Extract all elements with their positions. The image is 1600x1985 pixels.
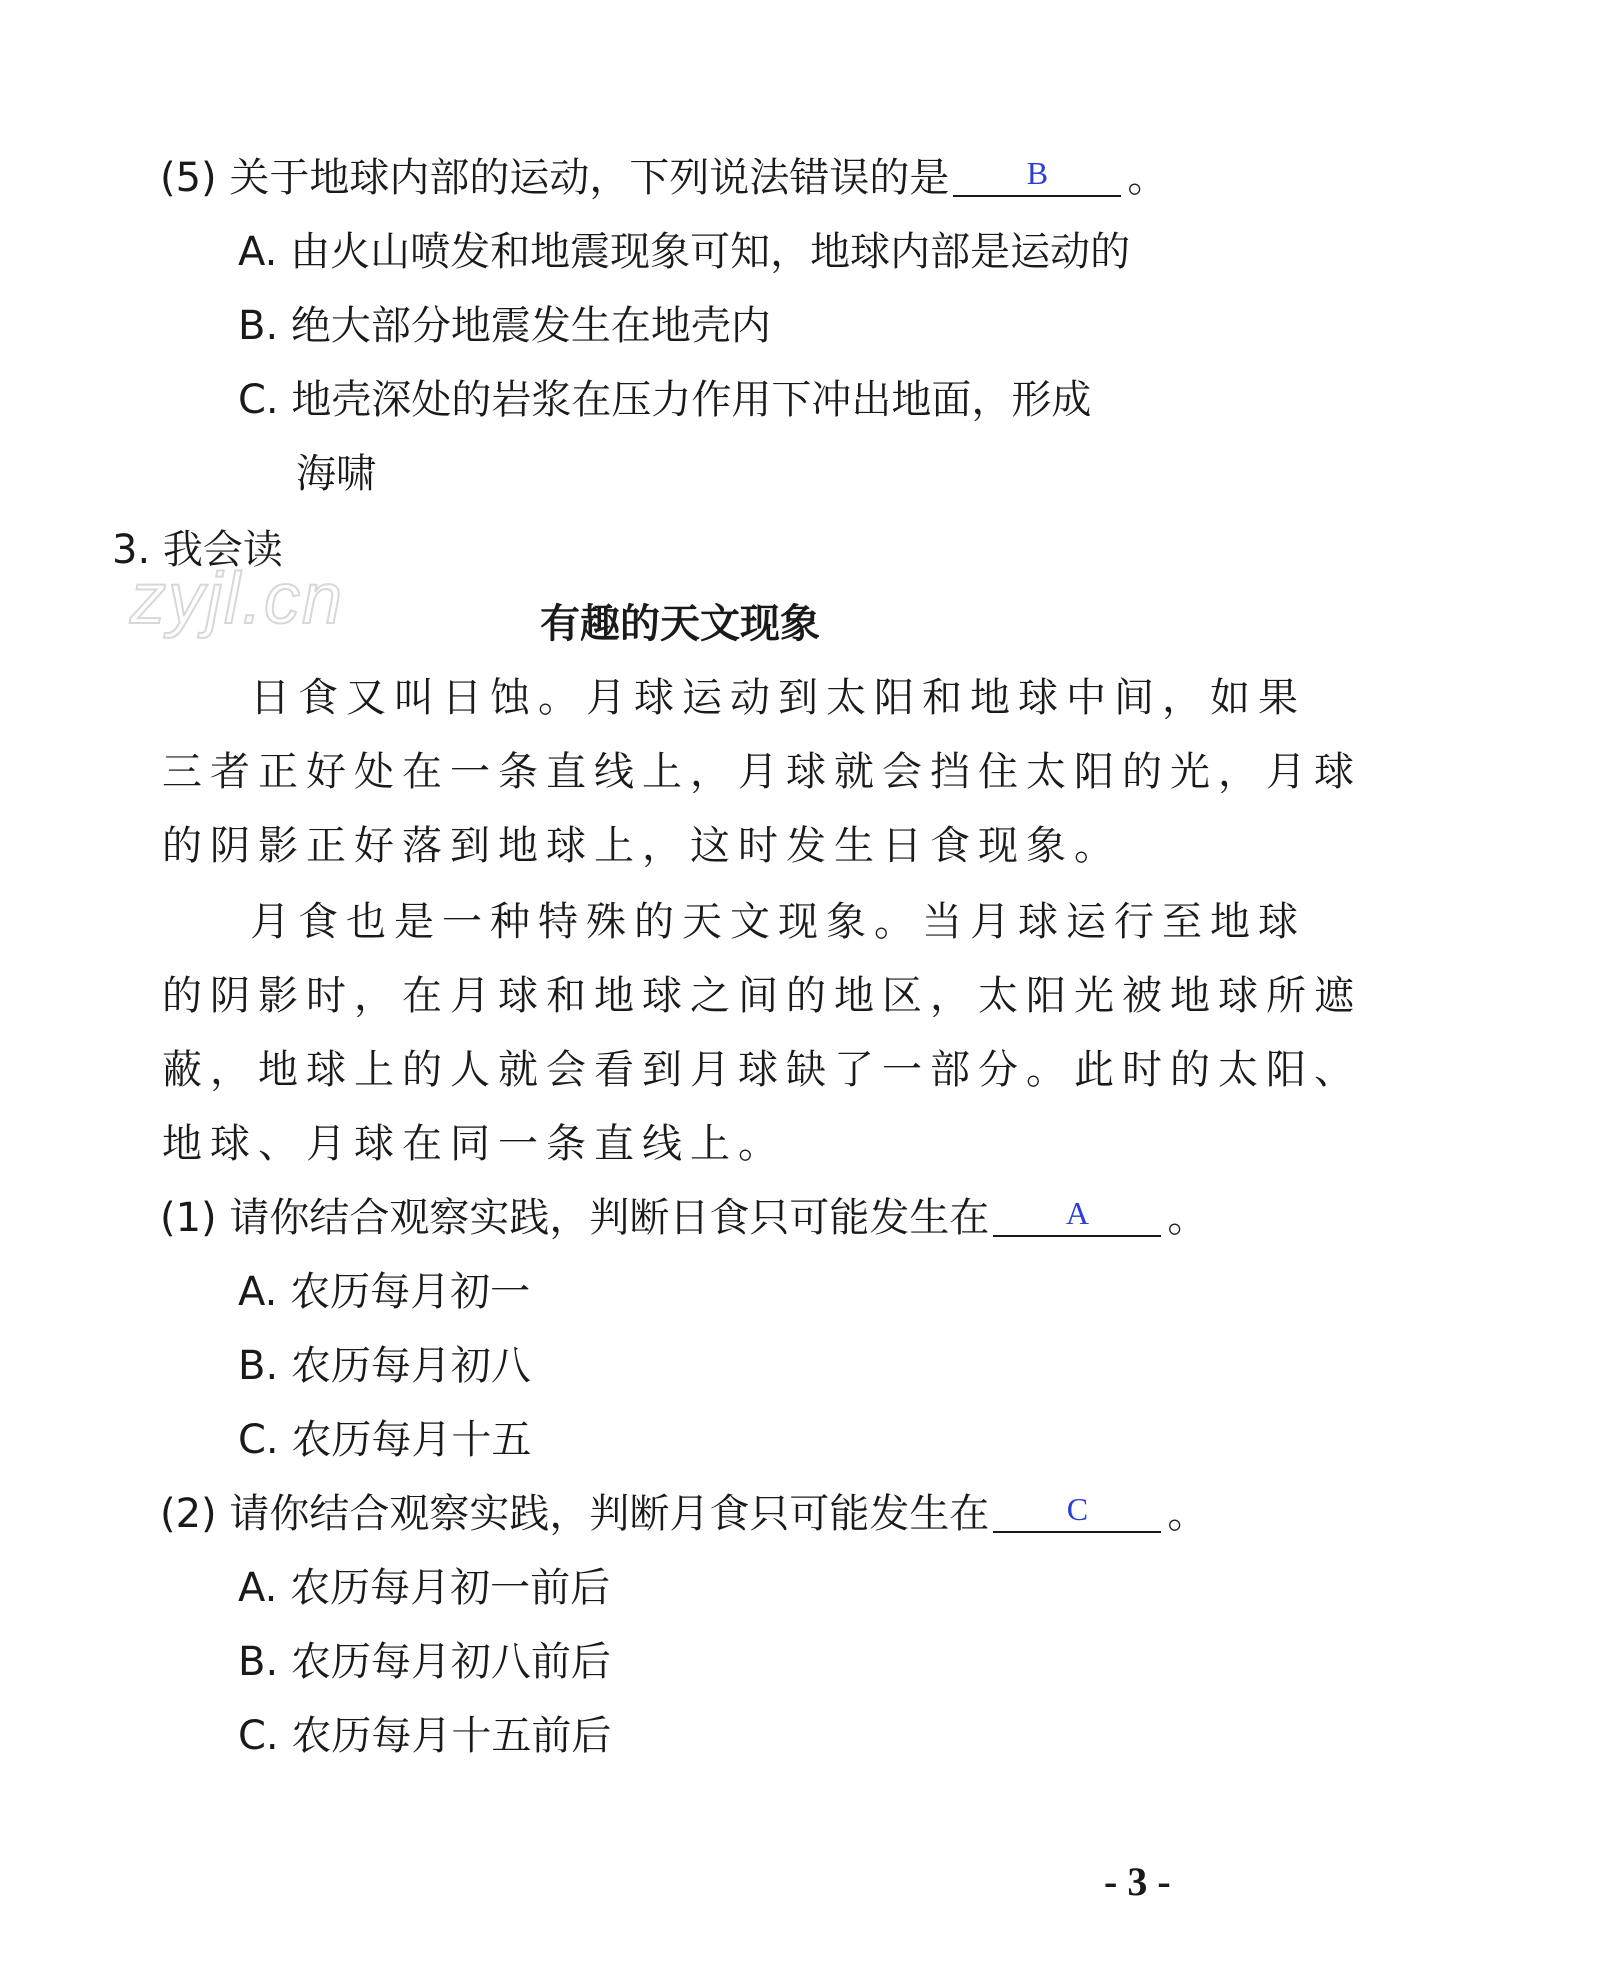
question-5-stem [160,150,1167,206]
option-5c: C. 地壳深处的岩浆在压力作用下冲出地面，形成 [238,377,1092,423]
option-2b: B. 农历每月初八前后 [238,1639,611,1685]
paragraph-line: 月食也是一种特殊的天文现象。当月球运行至地球 [250,899,1306,945]
article-title: 有趣的天文现象 [540,601,820,647]
page-number: - 3 - [1104,1859,1171,1904]
paragraph-line: 三者正好处在一条直线上，月球就会挡住太阳的光，月球 [162,749,1362,795]
question-5-end: 。 [1127,155,1168,201]
option-5a: A. 由火山喷发和地震现象可知，地球内部是运动的 [238,229,1131,275]
watermark-logo: zyjl.cn [130,559,345,639]
option-1a: A. 农历每月初一 [238,1269,531,1315]
answer-blank-5[interactable] [953,151,1121,197]
option-2a: A. 农历每月初一前后 [238,1565,611,1611]
paragraph-line: 蔽，地球上的人就会看到月球缺了一部分。此时的太阳、 [162,1047,1362,1093]
paragraph-line: 地球、月球在同一条直线上。 [162,1121,786,1167]
question-2-end: 。 [1167,1491,1208,1537]
question-1-text: (1) 请你结合观察实践，判断日食只可能发生在 [160,1195,990,1241]
question-5-text: (5) 关于地球内部的运动，下列说法错误的是 [160,155,950,201]
answer-blank-2[interactable] [993,1487,1161,1533]
answer-1: A [1065,1195,1089,1231]
question-2-text: (2) 请你结合观察实践，判断月食只可能发生在 [160,1491,990,1537]
question-1-stem [160,1190,1207,1246]
option-5b: B. 绝大部分地震发生在地壳内 [238,303,771,349]
answer-blank-1[interactable] [993,1191,1161,1237]
section-3-heading: 3. 我会读 [112,527,283,573]
option-1b: B. 农历每月初八 [238,1343,531,1389]
option-1c: C. 农历每月十五 [238,1417,532,1463]
question-2-stem [160,1486,1207,1542]
paragraph-line: 日食又叫日蚀。月球运动到太阳和地球中间，如果 [250,675,1306,721]
option-2c: C. 农历每月十五前后 [238,1713,612,1759]
option-5c-continued: 海啸 [296,451,376,497]
answer-5: B [1026,155,1049,191]
paragraph-line: 的阴影时，在月球和地球之间的地区，太阳光被地球所遮 [162,973,1362,1019]
question-1-end: 。 [1167,1195,1208,1241]
answer-2: C [1066,1491,1089,1527]
paragraph-line: 的阴影正好落到地球上，这时发生日食现象。 [162,823,1122,869]
